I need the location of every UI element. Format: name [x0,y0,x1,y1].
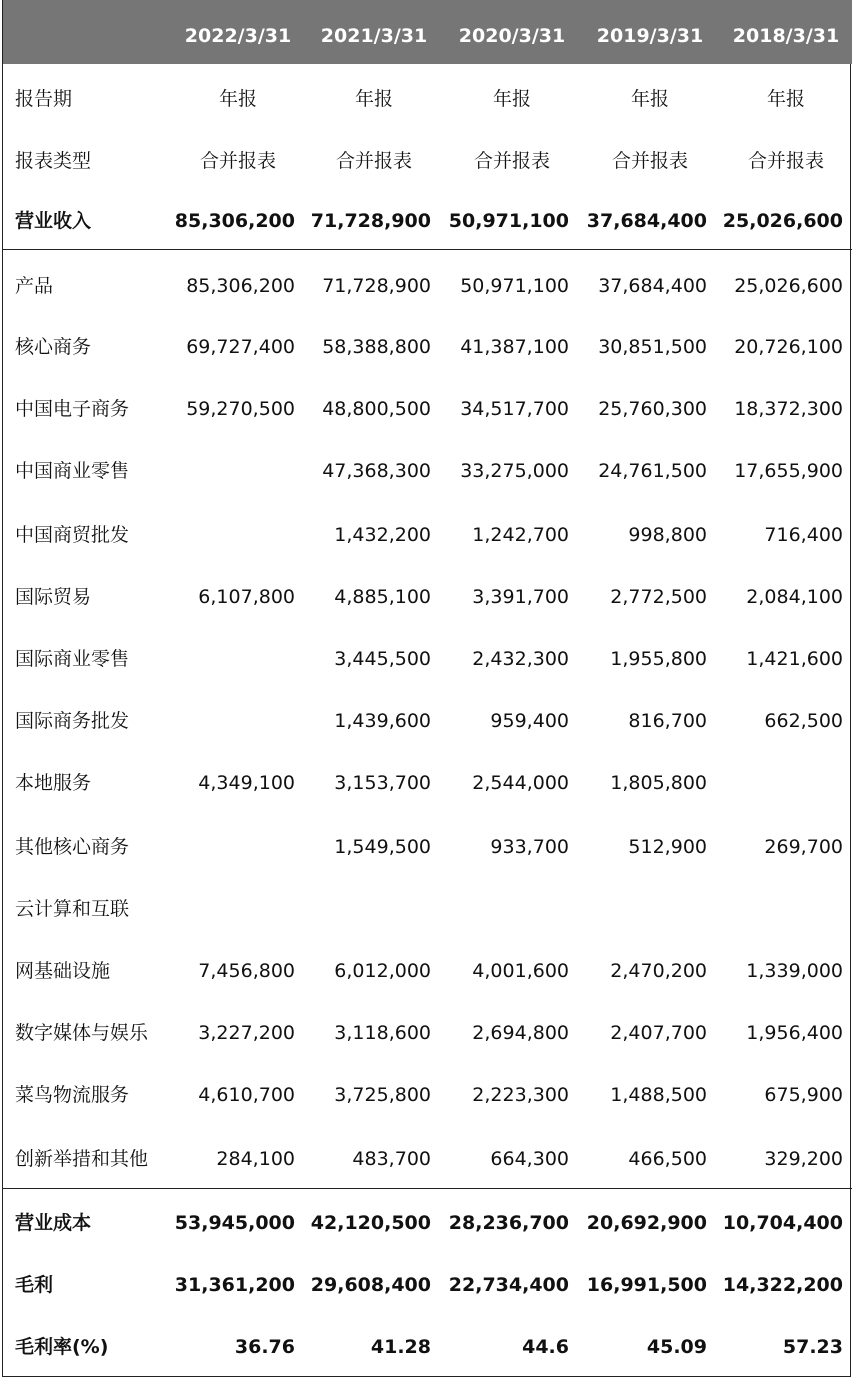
row-label: 国际贸易 [15,586,92,608]
table-cell: 37,684,400 [598,275,707,297]
section-divider [3,249,852,250]
table-cell: 合并报表 [335,150,412,172]
table-cell: 22,734,400 [448,1274,569,1296]
table-row [3,378,852,440]
table-cell: 269,700 [764,836,843,858]
table-cell: 1,421,600 [746,648,843,670]
row-label: 毛利率(%) [15,1336,109,1358]
row-label: 创新举措和其他 [15,1148,149,1170]
table-row [3,316,852,378]
table-cell: 58,388,800 [322,336,431,358]
table-cell: 31,361,200 [174,1274,295,1296]
row-label: 网基础设施 [15,960,111,982]
table-cell: 41,387,100 [460,336,569,358]
table-cell: 4,610,700 [198,1084,295,1106]
table-row [3,878,852,940]
table-row [3,1254,852,1316]
table-cell: 1,805,800 [610,772,707,794]
table-cell [165,690,295,752]
table-row [3,1064,852,1126]
table-cell: 2,772,500 [610,586,707,608]
table-cell: 284,100 [216,1148,295,1170]
table-cell: 3,391,700 [472,586,569,608]
table-cell: 37,684,400 [586,210,707,232]
table-cell: 664,300 [490,1148,569,1170]
table-cell: 年报 [766,88,805,110]
table-row [3,628,852,690]
table-cell: 2,223,300 [472,1084,569,1106]
table-cell: 29,608,400 [310,1274,431,1296]
table-cell: 6,012,000 [334,960,431,982]
table-cell: 17,655,900 [734,460,843,482]
table-cell: 6,107,800 [198,586,295,608]
row-label: 核心商务 [15,336,92,358]
table-cell: 4,349,100 [198,772,295,794]
row-label: 本地服务 [15,772,92,794]
table-cell: 7,456,800 [198,960,295,982]
table-cell: 71,728,900 [310,210,431,232]
table-cell: 48,800,500 [322,398,431,420]
table-cell: 1,339,000 [746,960,843,982]
table-cell: 47,368,300 [322,460,431,482]
table-cell: 1,956,400 [746,1022,843,1044]
table-cell: 45.09 [646,1336,707,1358]
table-cell: 合并报表 [611,150,688,172]
column-header: 2019/3/31 [596,25,704,47]
table-cell [713,878,843,940]
table-row [3,1002,852,1064]
table-cell: 10,704,400 [722,1212,843,1234]
row-label: 国际商务批发 [15,710,130,732]
table-row [3,752,852,814]
table-cell: 30,851,500 [598,336,707,358]
table-cell [439,878,569,940]
row-label: 毛利 [15,1274,54,1296]
table-cell: 1,955,800 [610,648,707,670]
table-cell: 24,761,500 [598,460,707,482]
table-cell: 50,971,100 [460,275,569,297]
table-row [3,566,852,628]
table-row [3,690,852,752]
row-label: 菜鸟物流服务 [15,1084,130,1106]
table-cell: 1,439,600 [334,710,431,732]
table-cell: 816,700 [628,710,707,732]
row-label: 报告期 [15,88,73,110]
row-label: 营业成本 [15,1212,92,1234]
table-cell: 41.28 [370,1336,431,1358]
table-cell: 20,692,900 [586,1212,707,1234]
table-cell: 4,001,600 [472,960,569,982]
table-cell: 53,945,000 [174,1212,295,1234]
table-row [3,255,852,317]
table-cell: 675,900 [764,1084,843,1106]
table-cell: 998,800 [628,524,707,546]
table-cell: 16,991,500 [586,1274,707,1296]
table-cell [165,628,295,690]
table-cell: 512,900 [628,836,707,858]
column-header: 2020/3/31 [458,25,566,47]
table-cell: 1,488,500 [610,1084,707,1106]
table-row [3,1128,852,1190]
table-cell [713,752,843,814]
row-label: 数字媒体与娱乐 [15,1022,149,1044]
row-label: 报表类型 [15,150,92,172]
row-label: 其他核心商务 [15,836,130,858]
table-cell: 959,400 [490,710,569,732]
table-cell: 662,500 [764,710,843,732]
table-cell: 69,727,400 [186,336,295,358]
table-row [3,940,852,1002]
table-row [3,68,852,130]
table-row [3,1192,852,1254]
table-row [3,130,852,192]
table-cell [165,504,295,566]
table-cell: 2,694,800 [472,1022,569,1044]
table-cell: 28,236,700 [448,1212,569,1234]
table-cell: 年报 [630,88,669,110]
table-header [3,0,852,64]
table-cell: 33,275,000 [460,460,569,482]
table-cell: 合并报表 [199,150,276,172]
financial-table [2,0,851,1377]
table-cell [577,878,707,940]
table-cell: 20,726,100 [734,336,843,358]
table-cell [165,440,295,502]
table-cell: 25,026,600 [734,275,843,297]
table-cell: 25,760,300 [598,398,707,420]
table-row [3,440,852,502]
table-cell: 44.6 [522,1336,569,1358]
table-cell: 36.76 [234,1336,295,1358]
table-cell: 14,322,200 [722,1274,843,1296]
table-cell: 329,200 [764,1148,843,1170]
table-cell: 4,885,100 [334,586,431,608]
table-cell: 1,549,500 [334,836,431,858]
table-cell: 2,470,200 [610,960,707,982]
table-cell: 18,372,300 [734,398,843,420]
row-label: 国际商业零售 [15,648,130,670]
table-cell: 59,270,500 [186,398,295,420]
table-cell: 50,971,100 [448,210,569,232]
table-cell [301,878,431,940]
table-cell: 71,728,900 [322,275,431,297]
table-cell: 年报 [492,88,531,110]
row-label: 中国商业零售 [15,460,130,482]
column-header: 2021/3/31 [320,25,428,47]
table-cell: 2,544,000 [472,772,569,794]
row-label: 中国电子商务 [15,398,130,420]
table-cell: 716,400 [764,524,843,546]
table-cell: 57.23 [782,1336,843,1358]
table-cell: 2,432,300 [472,648,569,670]
section-divider [3,1188,852,1189]
table-cell: 3,445,500 [334,648,431,670]
column-header: 2022/3/31 [184,25,292,47]
table-cell: 933,700 [490,836,569,858]
row-label: 产品 [15,275,54,297]
table-cell: 合并报表 [747,150,824,172]
table-cell: 85,306,200 [186,275,295,297]
table-cell: 3,118,600 [334,1022,431,1044]
table-cell: 3,725,800 [334,1084,431,1106]
table-cell: 年报 [354,88,393,110]
table-cell: 合并报表 [473,150,550,172]
table-cell: 1,242,700 [472,524,569,546]
table-cell: 1,432,200 [334,524,431,546]
table-cell: 3,153,700 [334,772,431,794]
table-cell: 2,084,100 [746,586,843,608]
table-cell: 25,026,600 [722,210,843,232]
table-cell: 42,120,500 [310,1212,431,1234]
table-row [3,816,852,878]
table-cell: 85,306,200 [174,210,295,232]
table-cell: 34,517,700 [460,398,569,420]
table-cell [165,816,295,878]
row-label: 中国商贸批发 [15,524,130,546]
table-cell: 2,407,700 [610,1022,707,1044]
row-label: 营业收入 [15,210,92,232]
table-row [3,190,852,252]
table-cell: 483,700 [352,1148,431,1170]
column-header: 2018/3/31 [732,25,840,47]
row-label: 云计算和互联 [15,898,130,920]
table-row [3,504,852,566]
table-cell [165,878,295,940]
table-cell: 年报 [218,88,257,110]
table-cell: 466,500 [628,1148,707,1170]
table-row [3,1316,852,1378]
table-cell: 3,227,200 [198,1022,295,1044]
